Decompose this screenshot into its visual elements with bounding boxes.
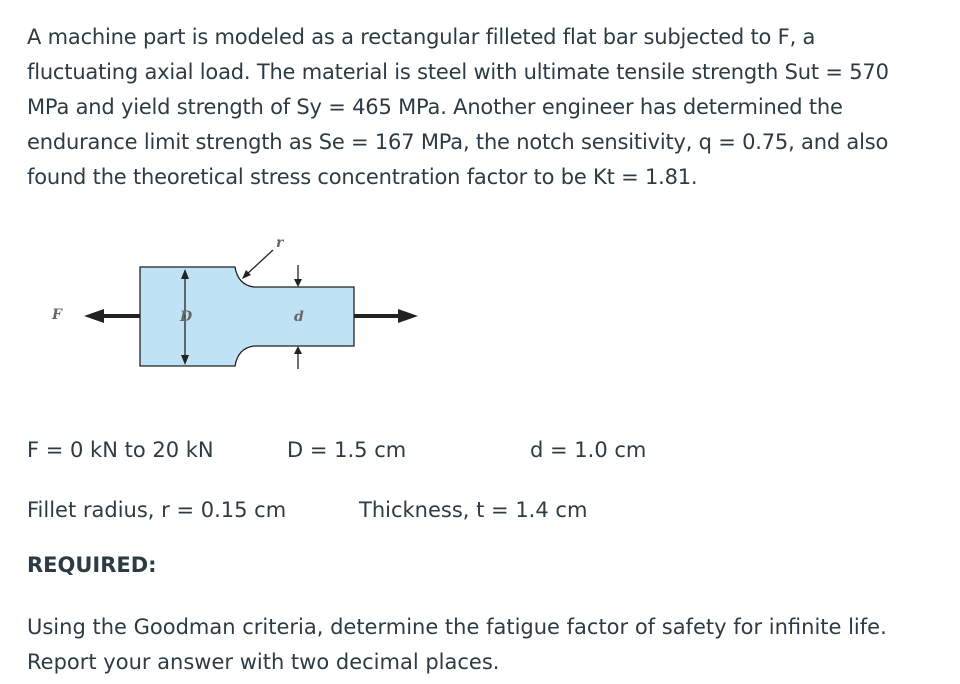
fillet-radius: Fillet radius, r = 0.15 cm [27, 498, 287, 522]
required-text: Using the Goodman criteria, determine the fatigue factor of safety for infinite life. Report your answer with two decimal places. [27, 615, 887, 674]
force-range: F = 0 kN to 20 kN [27, 438, 214, 462]
thickness: Thickness, t = 1.4 cm [359, 498, 588, 522]
problem-statement: A machine part is modeled as a rectangular filleted flat bar subjected to F, a fluctuating axial load. The material is steel with ultimate tensile strength Sut = 570 MPa and yield strength of Sy = 465 MPa. Another engineer has determined the endurance limit strength as Se = 167 MPa, the notch sensitivity, q = 0.75, and also found the theoretical stress concentration factor to be Kt = 1.81. [27, 25, 889, 189]
force-label: F [52, 307, 62, 323]
minor-width-d: d = 1.0 cm [530, 438, 647, 462]
d-label: d [294, 309, 304, 325]
left-arrowhead [84, 309, 104, 323]
major-width-D: D = 1.5 cm [287, 438, 407, 462]
fillet-radius-leader [246, 250, 273, 275]
filleted-bar [140, 267, 354, 366]
filleted-bar-figure [40, 235, 440, 385]
D-label: D [180, 309, 193, 325]
filleted-bar-diagram [40, 235, 440, 385]
required-heading: REQUIRED: [27, 553, 157, 577]
right-arrowhead [398, 309, 418, 323]
r-label: r [276, 235, 284, 251]
